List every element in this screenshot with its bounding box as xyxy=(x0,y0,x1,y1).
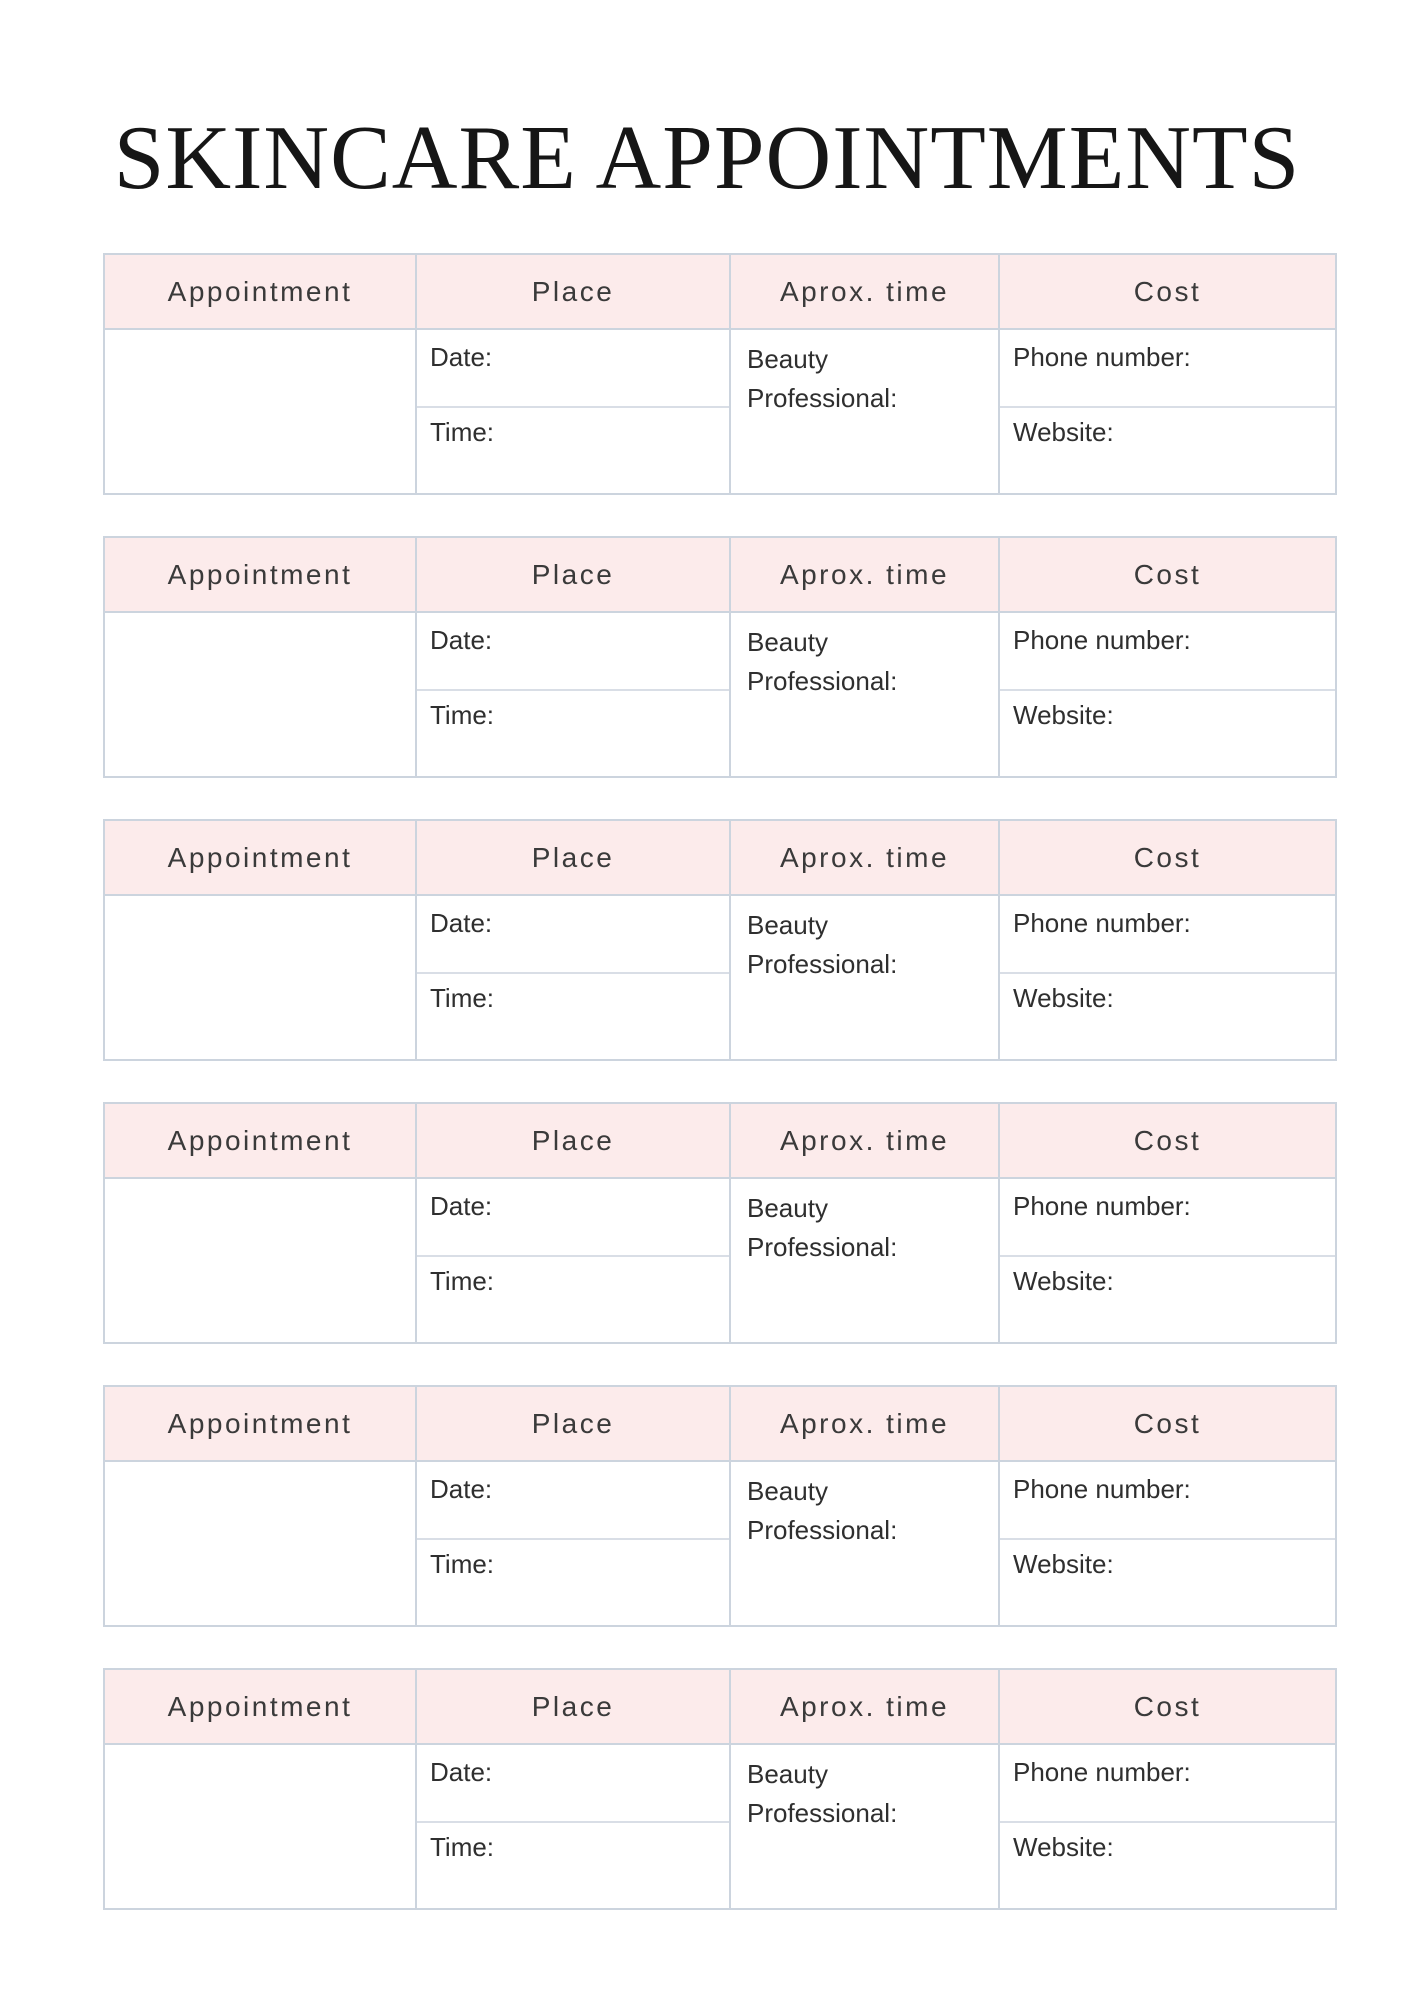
phone-number-label: Phone number: xyxy=(1013,625,1191,655)
appointment-block xyxy=(103,1102,1337,1344)
date-label: Date: xyxy=(430,342,493,372)
beauty-professional-label: Beauty Professional: xyxy=(747,1759,898,1828)
appointment-entry-cell xyxy=(105,896,415,1059)
column-header-aprox-time: Aprox. time xyxy=(729,538,998,613)
column-header-appointment: Appointment xyxy=(105,538,415,613)
appointment-blocks xyxy=(103,253,1337,1910)
column-header-place: Place xyxy=(415,1104,729,1179)
beauty-professional-label: Beauty Professional: xyxy=(747,1193,898,1262)
aprox-time-entry-cell xyxy=(729,1745,998,1908)
appointment-entry-cell xyxy=(105,330,415,493)
column-header-cost: Cost xyxy=(998,255,1335,330)
website-field xyxy=(1000,408,1335,491)
website-label: Website: xyxy=(1013,1832,1114,1862)
website-label: Website: xyxy=(1013,417,1114,447)
date-field xyxy=(417,1179,729,1257)
time-field xyxy=(417,1257,729,1340)
column-header-cost: Cost xyxy=(998,538,1335,613)
column-header-place: Place xyxy=(415,1670,729,1745)
column-header-cost: Cost xyxy=(998,1104,1335,1179)
column-header-cost: Cost xyxy=(998,1387,1335,1462)
appointment-entry-cell xyxy=(105,613,415,776)
time-field xyxy=(417,974,729,1057)
column-header-appointment: Appointment xyxy=(105,1104,415,1179)
time-label: Time: xyxy=(430,1832,495,1862)
appointment-block xyxy=(103,536,1337,778)
column-header-cost: Cost xyxy=(998,1670,1335,1745)
cost-entry-cell xyxy=(998,613,1335,776)
date-field xyxy=(417,613,729,691)
phone-number-field xyxy=(1000,1745,1335,1823)
page-title: SKINCARE APPOINTMENTS xyxy=(113,107,1301,208)
website-field xyxy=(1000,1540,1335,1623)
beauty-professional-label: Beauty Professional: xyxy=(747,1476,898,1545)
appointment-block xyxy=(103,253,1337,495)
website-label: Website: xyxy=(1013,1549,1114,1579)
website-field xyxy=(1000,974,1335,1057)
time-label: Time: xyxy=(430,417,495,447)
cost-entry-cell xyxy=(998,330,1335,493)
phone-number-field xyxy=(1000,1462,1335,1540)
date-label: Date: xyxy=(430,1191,493,1221)
column-header-aprox-time: Aprox. time xyxy=(729,1387,998,1462)
beauty-professional-label: Beauty Professional: xyxy=(747,627,898,696)
column-header-appointment: Appointment xyxy=(105,1387,415,1462)
appointment-block xyxy=(103,1385,1337,1627)
column-header-aprox-time: Aprox. time xyxy=(729,1670,998,1745)
column-header-appointment: Appointment xyxy=(105,821,415,896)
date-field xyxy=(417,1462,729,1540)
phone-number-field xyxy=(1000,613,1335,691)
date-field xyxy=(417,330,729,408)
aprox-time-entry-cell xyxy=(729,1462,998,1625)
aprox-time-entry-cell xyxy=(729,613,998,776)
date-field xyxy=(417,1745,729,1823)
beauty-professional-label: Beauty Professional: xyxy=(747,344,898,413)
date-label: Date: xyxy=(430,1474,493,1504)
aprox-time-entry-cell xyxy=(729,896,998,1059)
phone-number-field xyxy=(1000,330,1335,408)
appointment-block xyxy=(103,819,1337,1061)
appointment-entry-cell xyxy=(105,1179,415,1342)
website-field xyxy=(1000,691,1335,774)
column-header-aprox-time: Aprox. time xyxy=(729,1104,998,1179)
website-label: Website: xyxy=(1013,1266,1114,1296)
column-header-aprox-time: Aprox. time xyxy=(729,255,998,330)
website-label: Website: xyxy=(1013,983,1114,1013)
website-field xyxy=(1000,1257,1335,1340)
phone-number-field xyxy=(1000,1179,1335,1257)
time-label: Time: xyxy=(430,700,495,730)
place-entry-cell xyxy=(415,1179,729,1342)
cost-entry-cell xyxy=(998,1179,1335,1342)
place-entry-cell xyxy=(415,1462,729,1625)
aprox-time-entry-cell xyxy=(729,330,998,493)
cost-entry-cell xyxy=(998,1462,1335,1625)
time-field xyxy=(417,1823,729,1906)
date-label: Date: xyxy=(430,908,493,938)
column-header-place: Place xyxy=(415,538,729,613)
date-label: Date: xyxy=(430,1757,493,1787)
phone-number-label: Phone number: xyxy=(1013,342,1191,372)
appointment-entry-cell xyxy=(105,1745,415,1908)
column-header-appointment: Appointment xyxy=(105,255,415,330)
website-field xyxy=(1000,1823,1335,1906)
time-label: Time: xyxy=(430,1549,495,1579)
place-entry-cell xyxy=(415,1745,729,1908)
column-header-place: Place xyxy=(415,821,729,896)
phone-number-field xyxy=(1000,896,1335,974)
place-entry-cell xyxy=(415,896,729,1059)
cost-entry-cell xyxy=(998,896,1335,1059)
cost-entry-cell xyxy=(998,1745,1335,1908)
column-header-cost: Cost xyxy=(998,821,1335,896)
time-label: Time: xyxy=(430,983,495,1013)
appointment-block xyxy=(103,1668,1337,1910)
date-field xyxy=(417,896,729,974)
column-header-appointment: Appointment xyxy=(105,1670,415,1745)
aprox-time-entry-cell xyxy=(729,1179,998,1342)
phone-number-label: Phone number: xyxy=(1013,1757,1191,1787)
place-entry-cell xyxy=(415,613,729,776)
date-label: Date: xyxy=(430,625,493,655)
time-field xyxy=(417,691,729,774)
place-entry-cell xyxy=(415,330,729,493)
time-label: Time: xyxy=(430,1266,495,1296)
column-header-place: Place xyxy=(415,1387,729,1462)
phone-number-label: Phone number: xyxy=(1013,1474,1191,1504)
time-field xyxy=(417,1540,729,1623)
website-label: Website: xyxy=(1013,700,1114,730)
phone-number-label: Phone number: xyxy=(1013,908,1191,938)
appointment-entry-cell xyxy=(105,1462,415,1625)
phone-number-label: Phone number: xyxy=(1013,1191,1191,1221)
column-header-place: Place xyxy=(415,255,729,330)
time-field xyxy=(417,408,729,491)
column-header-aprox-time: Aprox. time xyxy=(729,821,998,896)
beauty-professional-label: Beauty Professional: xyxy=(747,910,898,979)
